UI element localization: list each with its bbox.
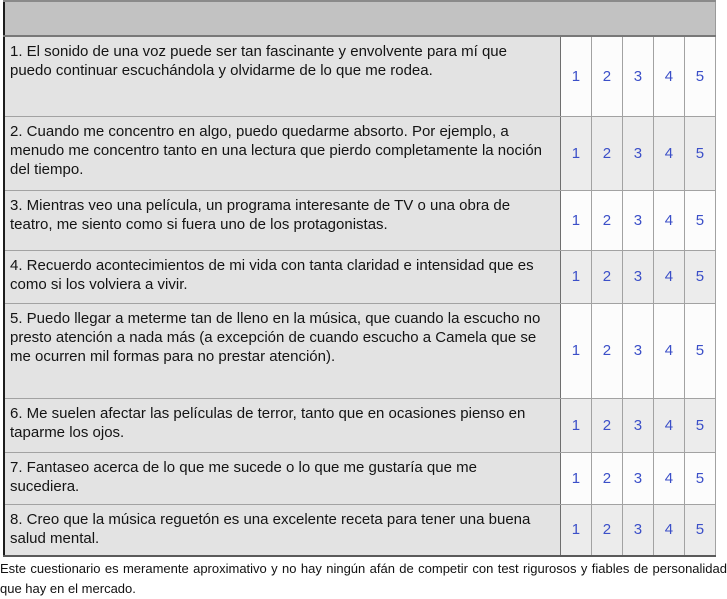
rating-option-4[interactable]: 4 [653,250,684,303]
rating-option-4[interactable]: 4 [653,504,684,556]
rating-option-1[interactable]: 1 [560,504,591,556]
table-header-bar [4,1,716,36]
rating-option-3[interactable]: 3 [622,303,653,398]
rating-option-3[interactable]: 3 [622,452,653,504]
rating-option-5[interactable]: 5 [684,303,715,398]
rating-option-1[interactable]: 1 [560,116,591,190]
rating-option-1[interactable]: 1 [560,190,591,250]
question-row [4,452,716,504]
question-row [4,116,716,190]
rating-option-4[interactable]: 4 [653,116,684,190]
rating-option-3[interactable]: 3 [622,398,653,452]
rating-option-2[interactable]: 2 [591,250,622,303]
rating-option-5[interactable]: 5 [684,190,715,250]
rating-option-4[interactable]: 4 [653,398,684,452]
question-text: 3. Mientras veo una película, un programa interesante de TV o una obra de teatro, me siento como si fuera uno de los protagonistas. [4,190,560,250]
question-row [4,398,716,452]
rating-option-1[interactable]: 1 [560,36,591,116]
rating-option-1[interactable]: 1 [560,452,591,504]
question-row [4,36,716,116]
questionnaire-table [3,0,716,557]
question-row [4,303,716,398]
rating-option-4[interactable]: 4 [653,452,684,504]
rating-option-2[interactable]: 2 [591,398,622,452]
rating-option-3[interactable]: 3 [622,36,653,116]
rating-option-4[interactable]: 4 [653,190,684,250]
rating-option-2[interactable]: 2 [591,504,622,556]
rating-option-2[interactable]: 2 [591,190,622,250]
rating-option-2[interactable]: 2 [591,452,622,504]
rating-option-2[interactable]: 2 [591,36,622,116]
question-text: 8. Creo que la música reguetón es una excelente receta para tener una buena salud mental. [4,504,560,556]
question-row [4,190,716,250]
question-text: 5. Puedo llegar a meterme tan de lleno en la música, que cuando la escucho no presto atención a nada más (a excepción de cuando escucho a Camela que se me ocurren mil formas para no prestar atención). [4,303,560,398]
question-text: 2. Cuando me concentro en algo, puedo quedarme absorto. Por ejemplo, a menudo me concentro tanto en una lectura que pierdo completamente la noción del tiempo. [4,116,560,190]
rating-option-2[interactable]: 2 [591,303,622,398]
rating-option-3[interactable]: 3 [622,504,653,556]
question-text: 6. Me suelen afectar las películas de terror, tanto que en ocasiones pienso en taparme los ojos. [4,398,560,452]
rating-option-5[interactable]: 5 [684,36,715,116]
question-text: 7. Fantaseo acerca de lo que me sucede o lo que me gustaría que me sucediera. [4,452,560,504]
rating-option-5[interactable]: 5 [684,452,715,504]
rating-option-5[interactable]: 5 [684,504,715,556]
rating-option-3[interactable]: 3 [622,190,653,250]
rating-option-3[interactable]: 3 [622,250,653,303]
rating-option-1[interactable]: 1 [560,303,591,398]
rating-option-4[interactable]: 4 [653,36,684,116]
rating-option-2[interactable]: 2 [591,116,622,190]
question-text: 4. Recuerdo acontecimientos de mi vida con tanta claridad e intensidad que es como si los volviera a vivir. [4,250,560,303]
rating-option-5[interactable]: 5 [684,116,715,190]
rating-option-4[interactable]: 4 [653,303,684,398]
rating-option-1[interactable]: 1 [560,250,591,303]
question-text: 1. El sonido de una voz puede ser tan fascinante y envolvente para mí que puedo continuar escuchándola y olvidarme de lo que me rodea. [4,36,560,116]
rating-option-3[interactable]: 3 [622,116,653,190]
rating-option-5[interactable]: 5 [684,398,715,452]
rating-option-5[interactable]: 5 [684,250,715,303]
rating-option-1[interactable]: 1 [560,398,591,452]
question-row [4,250,716,303]
disclaimer-text: Este cuestionario es meramente aproximativo y no hay ningún afán de competir con test rigurosos y fiables de personalidad que hay en el mercado. [0,561,727,596]
question-row [4,504,716,556]
